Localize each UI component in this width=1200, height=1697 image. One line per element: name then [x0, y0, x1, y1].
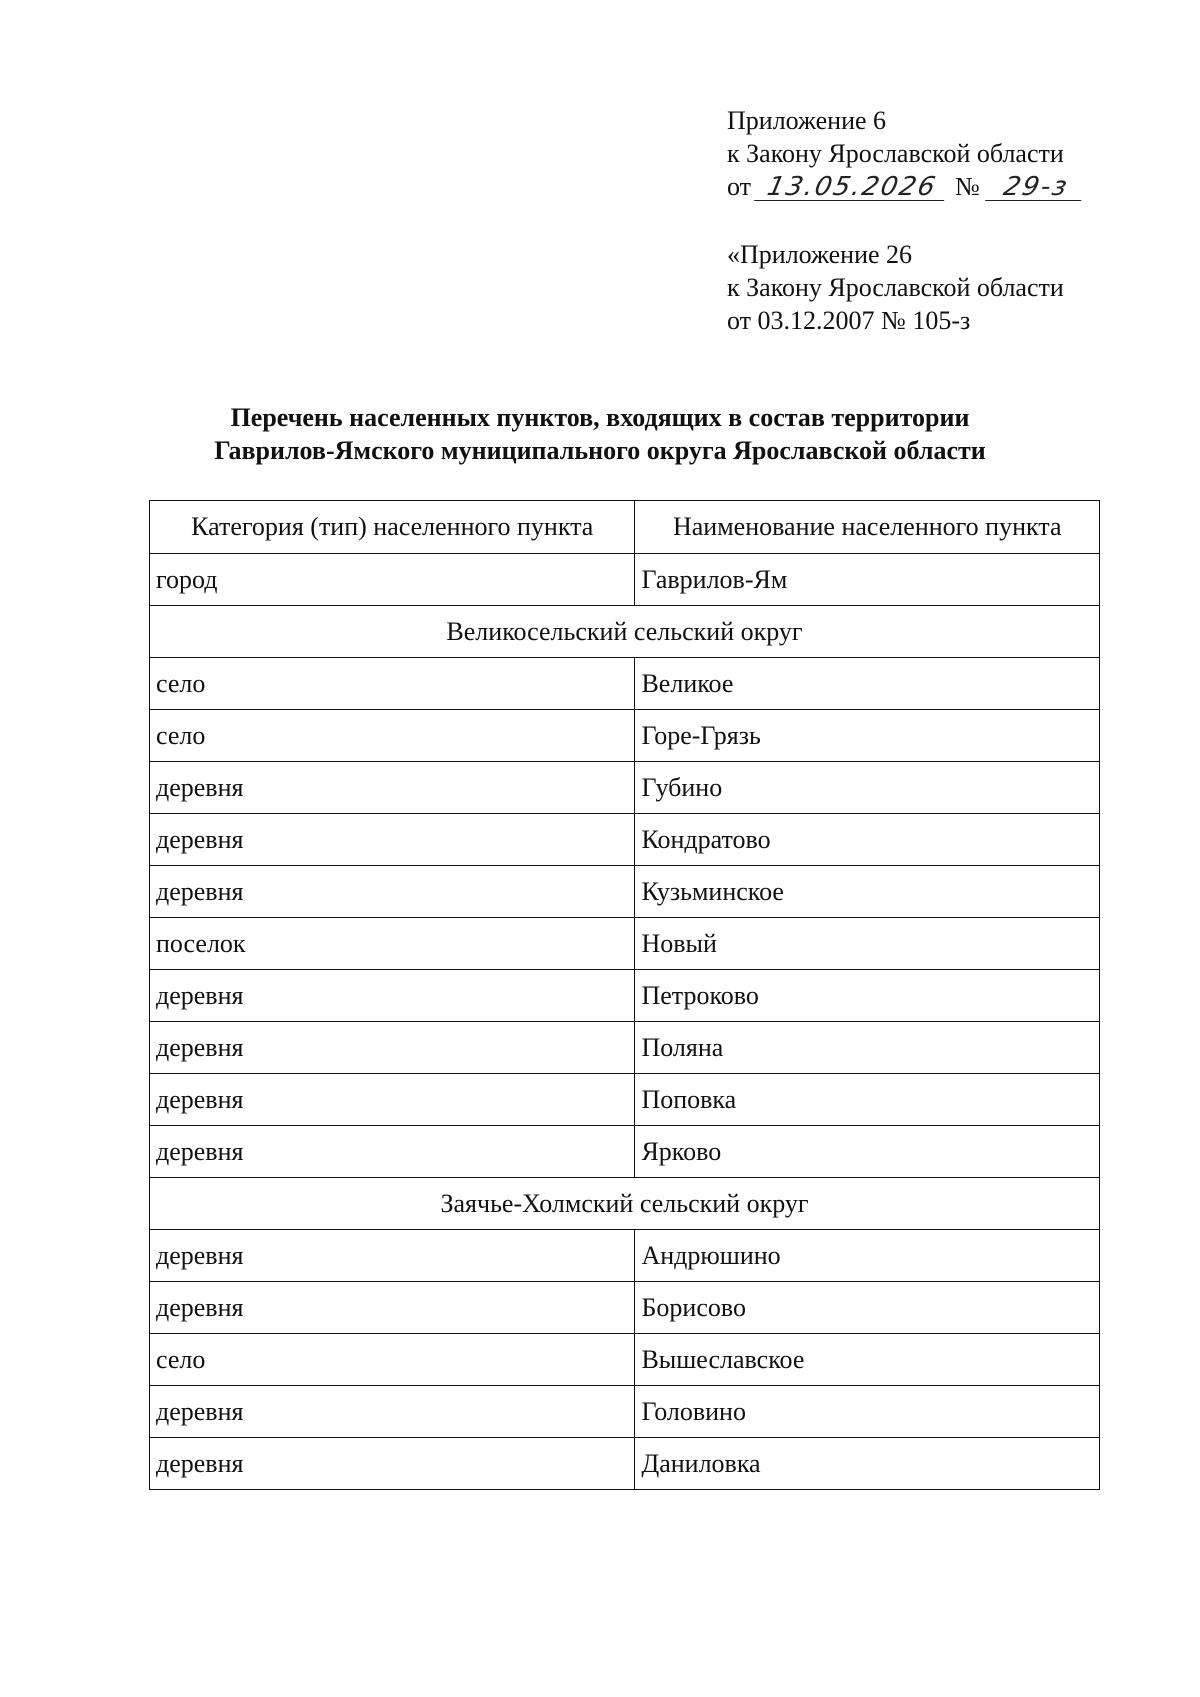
settlement-name-cell: Кузьминское [635, 866, 1100, 918]
table-row [150, 1282, 1100, 1334]
table-row [150, 1126, 1100, 1178]
title-line-1: Перечень населенных пунктов, входящих в состав территории [230, 403, 970, 432]
table-group-row [150, 1178, 1100, 1230]
reference-date: от 03.12.2007 № 105-з [727, 306, 971, 335]
reference-header [727, 238, 1064, 337]
table-row [150, 554, 1100, 606]
settlement-type-cell: деревня [150, 1386, 635, 1438]
settlement-name-cell: Даниловка [635, 1438, 1100, 1490]
table-row [150, 918, 1100, 970]
table-row [150, 658, 1100, 710]
settlement-type-cell: деревня [150, 1438, 635, 1490]
settlement-name-cell: Петроково [635, 970, 1100, 1022]
title-line-2: Гаврилов-Ямского муниципального округа Ярославской области [214, 436, 986, 465]
appendix-date-line [727, 170, 1084, 203]
table-group-row [150, 606, 1100, 658]
settlement-type-cell: поселок [150, 918, 635, 970]
table-row [150, 762, 1100, 814]
settlement-type-cell: село [150, 710, 635, 762]
settlement-name-cell: Андрюшино [635, 1230, 1100, 1282]
reference-appendix: «Приложение 26 [727, 240, 913, 269]
settlement-name-cell: Губино [635, 762, 1100, 814]
appendix-law: к Закону Ярославской области [727, 139, 1064, 168]
settlement-type-cell: деревня [150, 1022, 635, 1074]
settlement-name-cell: Поповка [635, 1074, 1100, 1126]
settlements-table [149, 500, 1100, 1490]
group-label: Великосельский сельский округ [150, 606, 1100, 658]
appendix-header [727, 104, 1084, 203]
settlement-type-cell: деревня [150, 1074, 635, 1126]
settlement-name-cell: Гаврилов-Ям [635, 554, 1100, 606]
settlement-type-cell: село [150, 1334, 635, 1386]
table-row [150, 1074, 1100, 1126]
number-prefix: № [955, 172, 980, 201]
settlement-name-cell: Головино [635, 1386, 1100, 1438]
settlement-type-cell: деревня [150, 1230, 635, 1282]
handwritten-date: 13.05.2026 [754, 174, 950, 201]
handwritten-number: 29-з [985, 174, 1087, 201]
settlement-name-cell: Кондратово [635, 814, 1100, 866]
settlement-type-cell: деревня [150, 814, 635, 866]
settlement-type-cell: деревня [150, 762, 635, 814]
settlement-name-cell: Ярково [635, 1126, 1100, 1178]
settlement-name-cell: Поляна [635, 1022, 1100, 1074]
header-name: Наименование населенного пункта [635, 501, 1100, 554]
date-prefix: от [727, 172, 752, 201]
table-row [150, 866, 1100, 918]
reference-law: к Закону Ярославской области [727, 273, 1064, 302]
settlement-name-cell: Борисово [635, 1282, 1100, 1334]
settlement-name-cell: Новый [635, 918, 1100, 970]
table-row [150, 970, 1100, 1022]
settlement-name-cell: Горе-Грязь [635, 710, 1100, 762]
appendix-number: Приложение 6 [727, 106, 887, 135]
table-row [150, 814, 1100, 866]
settlement-type-cell: деревня [150, 970, 635, 1022]
table-row [150, 1230, 1100, 1282]
table-row [150, 1386, 1100, 1438]
table-header-row [150, 501, 1100, 554]
settlement-name-cell: Вышеславское [635, 1334, 1100, 1386]
group-label: Заячье-Холмский сельский округ [150, 1178, 1100, 1230]
table-row [150, 1438, 1100, 1490]
table-row [150, 710, 1100, 762]
settlement-type-cell: деревня [150, 1282, 635, 1334]
settlement-type-cell: деревня [150, 1126, 635, 1178]
settlement-type-cell: город [150, 554, 635, 606]
table-row [150, 1022, 1100, 1074]
settlement-name-cell: Великое [635, 658, 1100, 710]
settlement-type-cell: деревня [150, 866, 635, 918]
header-category: Категория (тип) населенного пункта [150, 501, 635, 554]
document-title [150, 401, 1050, 467]
table-row [150, 1334, 1100, 1386]
settlement-type-cell: село [150, 658, 635, 710]
